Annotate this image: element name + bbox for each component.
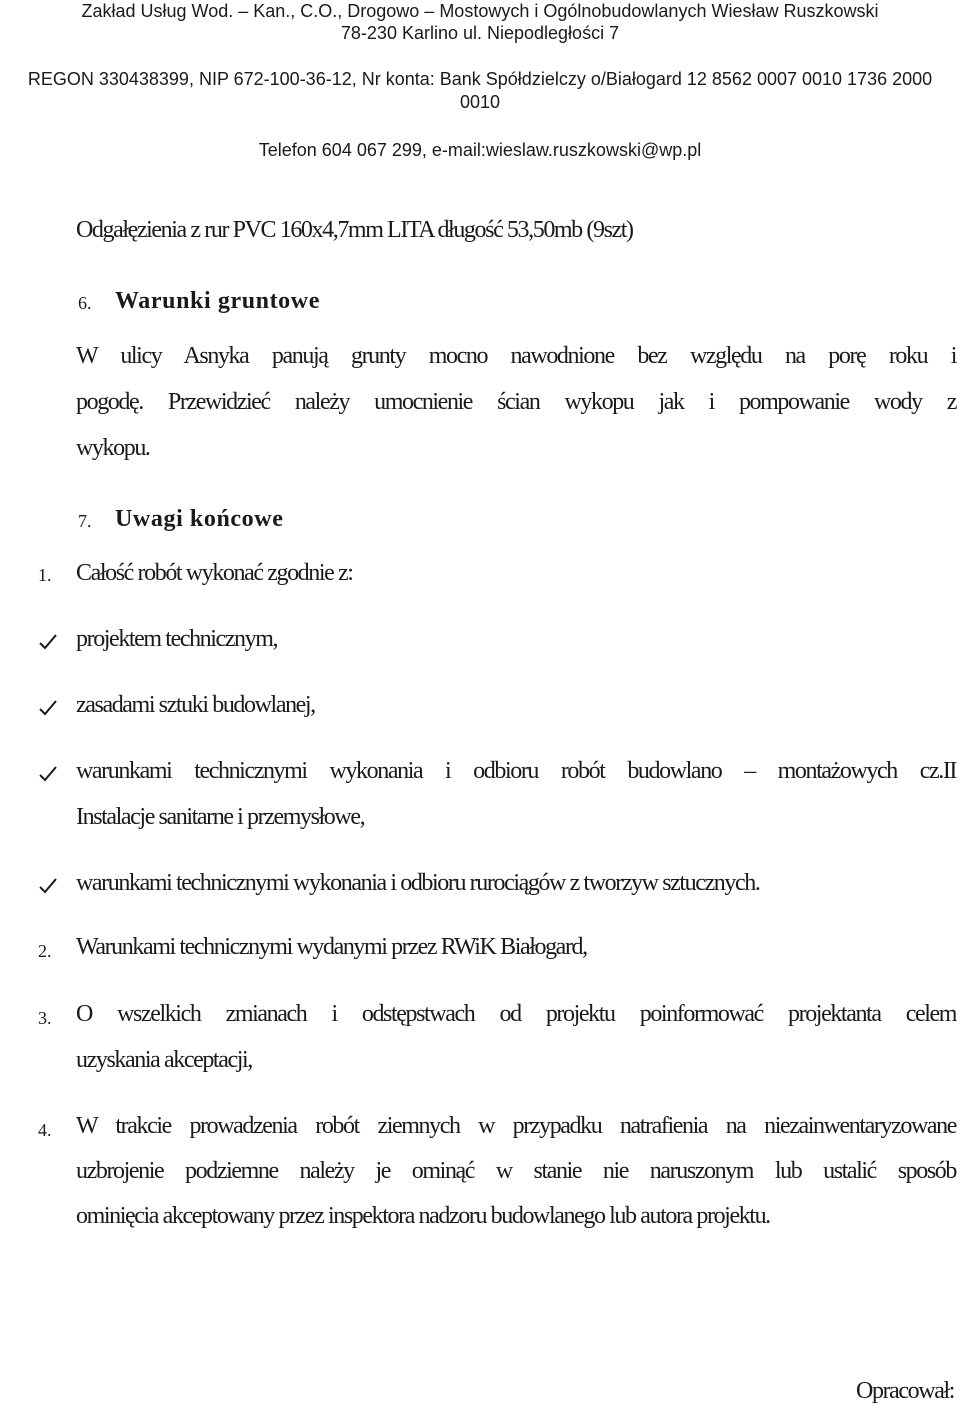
section-6-line-3: wykopu. — [76, 435, 150, 461]
section-6-number: 6. — [78, 293, 92, 313]
bullet-item-4: warunkami technicznymi wykonania i odbioru rurociągów z tworzyw sztucznych. — [76, 870, 760, 896]
item-3-line-1: O wszelkich zmianach i odstępstwach od projektu poinformować projektanta celem — [76, 1001, 956, 1027]
item-2-number: 2. — [38, 941, 52, 961]
bullet-item-2: zasadami sztuki budowlanej, — [76, 692, 315, 718]
bullet-item-3: warunkami technicznymi wykonania i odbioru robót budowlano – montażowych cz.II — [76, 758, 956, 784]
checkmark-icon — [38, 764, 58, 784]
section-6-line-1: W ulicy Asnyka panują grunty mocno nawodnione bez względu na porę roku i — [76, 343, 956, 369]
item-4-line-2: uzbrojenie podziemne należy je ominąć w stanie nie naruszonym lub ustalić sposób — [76, 1158, 956, 1184]
section-7-number: 7. — [78, 511, 92, 531]
company-registration: REGON 330438399, NIP 672-100-36-12, Nr konta: Bank Spółdzielczy o/Białogard 12 8562 0007 0010 1736 2000 — [27, 69, 933, 89]
signature-label: Opracował: — [856, 1378, 954, 1404]
section-6-title: Warunki gruntowe — [115, 288, 320, 314]
company-address: 78-230 Karlino ul. Niepodległości 7 — [340, 23, 620, 43]
item-3-line-2: uzyskania akceptacji, — [76, 1047, 252, 1073]
company-registration-cont: 0010 — [459, 92, 501, 112]
item-1-number: 1. — [38, 565, 52, 585]
item-4-line-1: W trakcie prowadzenia robót ziemnych w przypadku natrafienia na niezainwentaryzowane — [76, 1113, 956, 1139]
company-contact: Telefon 604 067 299, e-mail:wieslaw.ruszkowski@wp.pl — [258, 140, 702, 160]
bullet-item-3-cont: Instalacje sanitarne i przemysłowe, — [76, 804, 365, 830]
checkmark-icon — [38, 632, 58, 652]
checkmark-icon — [38, 698, 58, 718]
section-7-title: Uwagi końcowe — [115, 506, 284, 532]
item-1-text: Całość robót wykonać zgodnie z: — [76, 560, 353, 586]
item-4-line-3: ominięcia akceptowany przez inspektora nadzoru budowlanego lub autora projektu. — [76, 1203, 770, 1229]
item-2-text: Warunkami technicznymi wydanymi przez RWiK Białogard, — [76, 934, 587, 960]
item-4-number: 4. — [38, 1120, 52, 1140]
company-name: Zakład Usług Wod. – Kan., C.O., Drogowo – Mostowych i Ogólnobudowlanych Wiesław Ruszkowski — [81, 1, 879, 21]
checkmark-icon — [38, 876, 58, 896]
item-3-number: 3. — [38, 1008, 52, 1028]
intro-line: Odgałęzienia z rur PVC 160x4,7mm LITA długość 53,50mb (9szt) — [76, 217, 633, 243]
section-6-line-2: pogodę. Przewidzieć należy umocnienie ścian wykopu jak i pompowanie wody z — [76, 389, 956, 415]
bullet-item-1: projektem technicznym, — [76, 626, 278, 652]
